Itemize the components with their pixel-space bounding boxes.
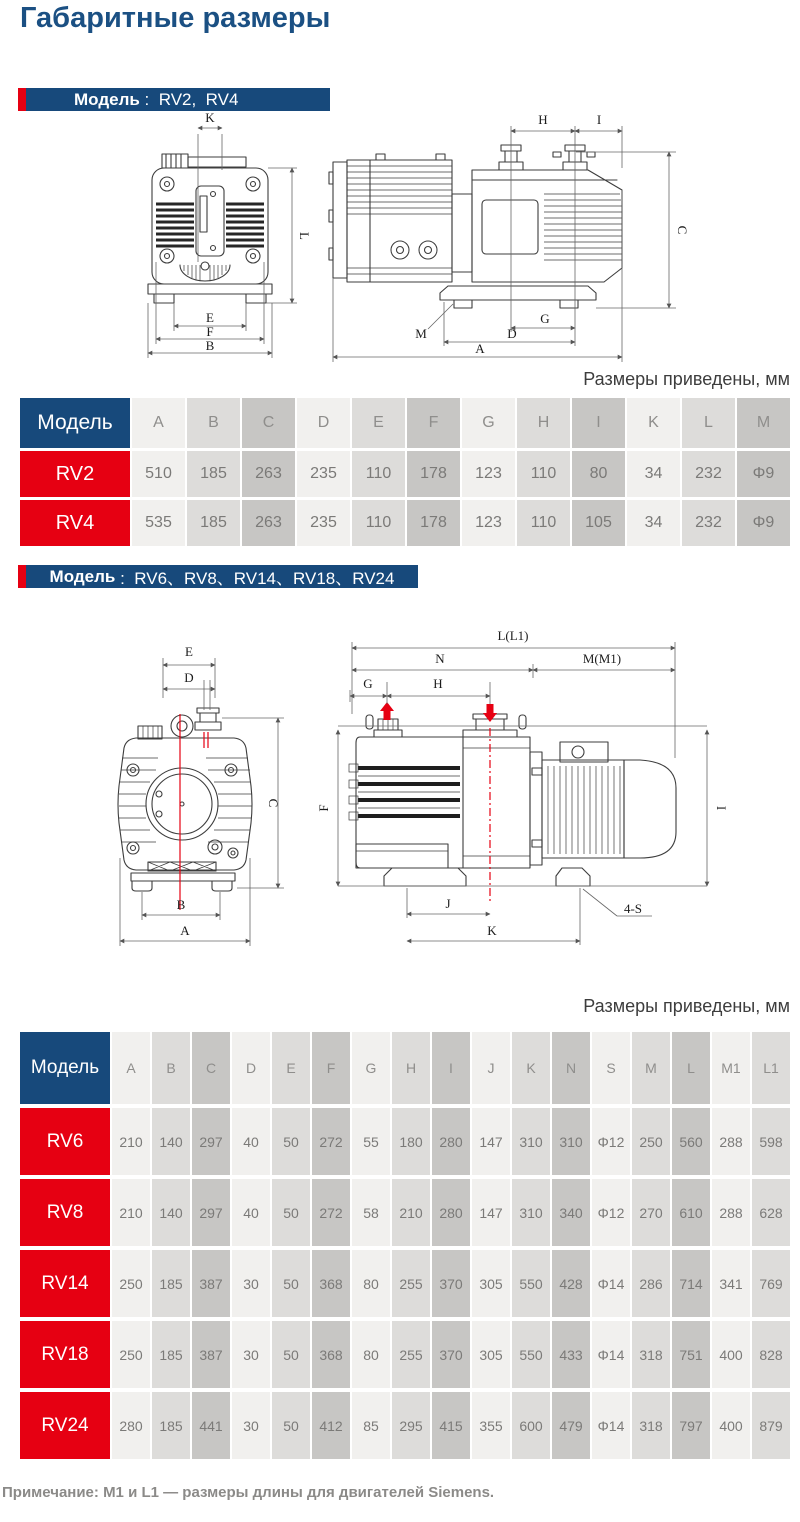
value-cell: 340 [552, 1179, 590, 1246]
value-cell: 550 [512, 1321, 550, 1388]
value-cell: 286 [632, 1250, 670, 1317]
page-title: Габаритные размеры [20, 2, 331, 34]
pump-fins [349, 764, 460, 820]
value-cell: 180 [392, 1108, 430, 1175]
value-cell: 428 [552, 1250, 590, 1317]
dim-label-m-m1: M(M1) [582, 651, 622, 666]
model-cell-RV6: RV6 [20, 1108, 110, 1175]
column-header-L1: L1 [752, 1032, 790, 1104]
column-header-D: D [297, 398, 350, 448]
value-cell: 34 [627, 500, 680, 546]
section-header-rv2-rv4 [18, 88, 330, 111]
dim-label-n: N [435, 651, 445, 666]
dim-label-l: L [297, 232, 312, 240]
fan-grille [184, 265, 226, 281]
value-cell: 140 [152, 1179, 190, 1246]
value-cell: 50 [272, 1250, 310, 1317]
dim-label-k: K [487, 923, 497, 938]
dim-label-f: F [316, 804, 331, 812]
dim-label-4s: 4-S [623, 901, 643, 916]
dim-label-j: J [445, 896, 451, 911]
value-cell: 479 [552, 1392, 590, 1459]
dim-label-d: D [184, 670, 194, 685]
value-cell: 415 [432, 1392, 470, 1459]
section-header-rv6-rv24 [18, 565, 418, 588]
value-cell: Φ12 [592, 1179, 630, 1246]
dim-label-e: E [185, 644, 193, 659]
value-cell: 610 [672, 1179, 710, 1246]
column-header-K: K [627, 398, 680, 448]
value-cell: 185 [152, 1321, 190, 1388]
dim-label-i: I [596, 112, 602, 127]
value-cell: 370 [432, 1321, 470, 1388]
value-cell: 280 [432, 1179, 470, 1246]
column-header-G: G [352, 1032, 390, 1104]
value-cell: 310 [552, 1108, 590, 1175]
column-header-F: F [407, 398, 460, 448]
value-cell: 30 [232, 1321, 270, 1388]
dim-label-g: G [363, 676, 373, 691]
dim-label-c: C [266, 798, 281, 808]
pump-front-outline [118, 708, 252, 891]
value-cell: 105 [572, 500, 625, 546]
dim-label-e: E [206, 310, 214, 325]
value-cell: 80 [572, 451, 625, 497]
dim-label-h: H [538, 112, 548, 127]
value-cell: 232 [682, 451, 735, 497]
pump-side-outline [329, 145, 622, 308]
value-cell: 50 [272, 1321, 310, 1388]
drawing-side-view-rv6-rv24 [316, 618, 790, 960]
value-cell: 628 [752, 1179, 790, 1246]
column-header-H: H [517, 398, 570, 448]
value-cell: 123 [462, 500, 515, 546]
dim-label-i: I [714, 805, 729, 811]
value-cell: Φ12 [592, 1108, 630, 1175]
value-cell: 879 [752, 1392, 790, 1459]
model-cell-RV8: RV8 [20, 1179, 110, 1246]
value-cell: 185 [152, 1392, 190, 1459]
column-header-D: D [232, 1032, 270, 1104]
dim-label-h: H [433, 676, 443, 691]
column-header-M1: M1 [712, 1032, 750, 1104]
value-cell: 30 [232, 1392, 270, 1459]
model-list: : RV6、RV8、RV14、RV18、RV24 [115, 569, 395, 588]
value-cell: 510 [132, 451, 185, 497]
value-cell: Φ9 [737, 500, 790, 546]
value-cell: 185 [187, 451, 240, 497]
value-cell: 250 [112, 1321, 150, 1388]
dimension-lines [120, 658, 284, 946]
value-cell: 560 [672, 1108, 710, 1175]
column-header-L: L [682, 398, 735, 448]
value-cell: 210 [392, 1179, 430, 1246]
value-cell: 210 [112, 1108, 150, 1175]
value-cell: 30 [232, 1250, 270, 1317]
value-cell: 85 [352, 1392, 390, 1459]
column-header-M: M [632, 1032, 670, 1104]
dimension-lines [338, 642, 707, 945]
value-cell: 110 [517, 451, 570, 497]
value-cell: 272 [312, 1179, 350, 1246]
column-header-N: N [552, 1032, 590, 1104]
value-cell: 280 [112, 1392, 150, 1459]
red-accent-bar [18, 565, 26, 588]
value-cell: 250 [112, 1250, 150, 1317]
value-cell: 40 [232, 1108, 270, 1175]
value-cell: 263 [242, 451, 295, 497]
value-cell: 598 [752, 1108, 790, 1175]
inlet-arrow-up [380, 702, 394, 720]
value-cell: 210 [112, 1179, 150, 1246]
value-cell: 147 [472, 1179, 510, 1246]
value-cell: 368 [312, 1250, 350, 1317]
value-cell: 255 [392, 1250, 430, 1317]
column-header-E: E [352, 398, 405, 448]
section-header-text [26, 565, 418, 588]
value-cell: 769 [752, 1250, 790, 1317]
value-cell: 310 [512, 1108, 550, 1175]
value-cell: 178 [407, 451, 460, 497]
value-cell: Φ14 [592, 1392, 630, 1459]
value-cell: 255 [392, 1321, 430, 1388]
column-header-E: E [272, 1032, 310, 1104]
value-cell: 123 [462, 451, 515, 497]
dim-label-f: F [206, 324, 214, 339]
value-cell: 185 [187, 500, 240, 546]
value-cell: 147 [472, 1108, 510, 1175]
value-cell: 58 [352, 1179, 390, 1246]
value-cell: 232 [682, 500, 735, 546]
column-header-C: C [242, 398, 295, 448]
value-cell: 305 [472, 1250, 510, 1317]
value-cell: 714 [672, 1250, 710, 1317]
column-header-M: M [737, 398, 790, 448]
units-note: Размеры приведены, мм [583, 996, 790, 1016]
model-column-header: Модель [20, 1032, 110, 1104]
section-header-text [26, 88, 330, 111]
value-cell: 50 [272, 1392, 310, 1459]
dimension-lines [148, 128, 297, 358]
value-cell: 318 [632, 1392, 670, 1459]
red-accent-bar [18, 88, 26, 111]
dimensions-table-rv6-rv24 [20, 1032, 790, 1459]
value-cell: 318 [632, 1321, 670, 1388]
dim-label-d: D [507, 326, 517, 341]
column-header-L: L [672, 1032, 710, 1104]
model-column-header: Модель [20, 398, 130, 448]
value-cell: 550 [512, 1250, 550, 1317]
value-cell: 355 [472, 1392, 510, 1459]
value-cell: Φ14 [592, 1250, 630, 1317]
value-cell: 110 [352, 451, 405, 497]
column-header-A: A [132, 398, 185, 448]
value-cell: 751 [672, 1321, 710, 1388]
model-cell-RV18: RV18 [20, 1321, 110, 1388]
value-cell: 297 [192, 1108, 230, 1175]
value-cell: 370 [432, 1250, 470, 1317]
column-header-A: A [112, 1032, 150, 1104]
value-cell: Φ14 [592, 1321, 630, 1388]
value-cell: 50 [272, 1179, 310, 1246]
model-word: Модель [74, 89, 140, 109]
value-cell: Φ9 [737, 451, 790, 497]
value-cell: 387 [192, 1250, 230, 1317]
model-cell-RV14: RV14 [20, 1250, 110, 1317]
value-cell: 263 [242, 500, 295, 546]
dim-label-l-l1: L(L1) [497, 628, 529, 643]
motor-fins [548, 766, 620, 854]
dim-label-a: A [180, 923, 190, 938]
drawing-side-view-rv2-rv4 [320, 110, 790, 368]
value-cell: 828 [752, 1321, 790, 1388]
value-cell: 110 [517, 500, 570, 546]
dim-label-b: B [205, 338, 215, 353]
value-cell: 140 [152, 1108, 190, 1175]
column-header-C: C [192, 1032, 230, 1104]
value-cell: 270 [632, 1179, 670, 1246]
value-cell: 387 [192, 1321, 230, 1388]
value-cell: 110 [352, 500, 405, 546]
column-header-F: F [312, 1032, 350, 1104]
units-note: Размеры приведены, мм [583, 369, 790, 389]
value-cell: 535 [132, 500, 185, 546]
model-cell-RV24: RV24 [20, 1392, 110, 1459]
value-cell: 600 [512, 1392, 550, 1459]
model-word: Модель [49, 566, 116, 586]
column-header-J: J [472, 1032, 510, 1104]
value-cell: 250 [632, 1108, 670, 1175]
value-cell: 235 [297, 500, 350, 546]
value-cell: 80 [352, 1321, 390, 1388]
value-cell: 310 [512, 1179, 550, 1246]
column-header-G: G [462, 398, 515, 448]
cooling-fins [156, 204, 264, 246]
value-cell: 40 [232, 1179, 270, 1246]
value-cell: 235 [297, 451, 350, 497]
value-cell: 400 [712, 1392, 750, 1459]
value-cell: 412 [312, 1392, 350, 1459]
model-cell-RV4: RV4 [20, 500, 130, 546]
drawing-front-view-rv2-rv4 [100, 110, 320, 368]
dim-label-b: B [176, 897, 186, 912]
value-cell: 433 [552, 1321, 590, 1388]
dim-label-m: M [415, 326, 427, 341]
value-cell: 34 [627, 451, 680, 497]
value-cell: 178 [407, 500, 460, 546]
value-cell: 400 [712, 1321, 750, 1388]
column-header-S: S [592, 1032, 630, 1104]
column-header-I: I [432, 1032, 470, 1104]
value-cell: 297 [192, 1179, 230, 1246]
value-cell: 341 [712, 1250, 750, 1317]
value-cell: 305 [472, 1321, 510, 1388]
dim-label-g: G [540, 311, 550, 326]
column-header-I: I [572, 398, 625, 448]
value-cell: 55 [352, 1108, 390, 1175]
value-cell: 295 [392, 1392, 430, 1459]
column-header-H: H [392, 1032, 430, 1104]
value-cell: 80 [352, 1250, 390, 1317]
value-cell: 288 [712, 1108, 750, 1175]
value-cell: 288 [712, 1179, 750, 1246]
dimensions-table-rv2-rv4 [20, 398, 790, 546]
model-cell-RV2: RV2 [20, 451, 130, 497]
dim-label-k: K [205, 110, 215, 125]
dim-label-a: A [475, 341, 485, 356]
dim-label-c: C [675, 225, 690, 235]
value-cell: 797 [672, 1392, 710, 1459]
motor-fins [347, 166, 622, 274]
column-header-B: B [187, 398, 240, 448]
value-cell: 50 [272, 1108, 310, 1175]
value-cell: 185 [152, 1250, 190, 1317]
value-cell: 441 [192, 1392, 230, 1459]
value-cell: 368 [312, 1321, 350, 1388]
column-header-B: B [152, 1032, 190, 1104]
model-list: : RV2, RV4 [139, 89, 239, 109]
footnote: Примечание: M1 и L1 — размеры длины для двигателей Siemens. [2, 1484, 495, 1501]
value-cell: 280 [432, 1108, 470, 1175]
drawing-front-view-rv6-rv24 [100, 618, 320, 960]
value-cell: 272 [312, 1108, 350, 1175]
column-header-K: K [512, 1032, 550, 1104]
